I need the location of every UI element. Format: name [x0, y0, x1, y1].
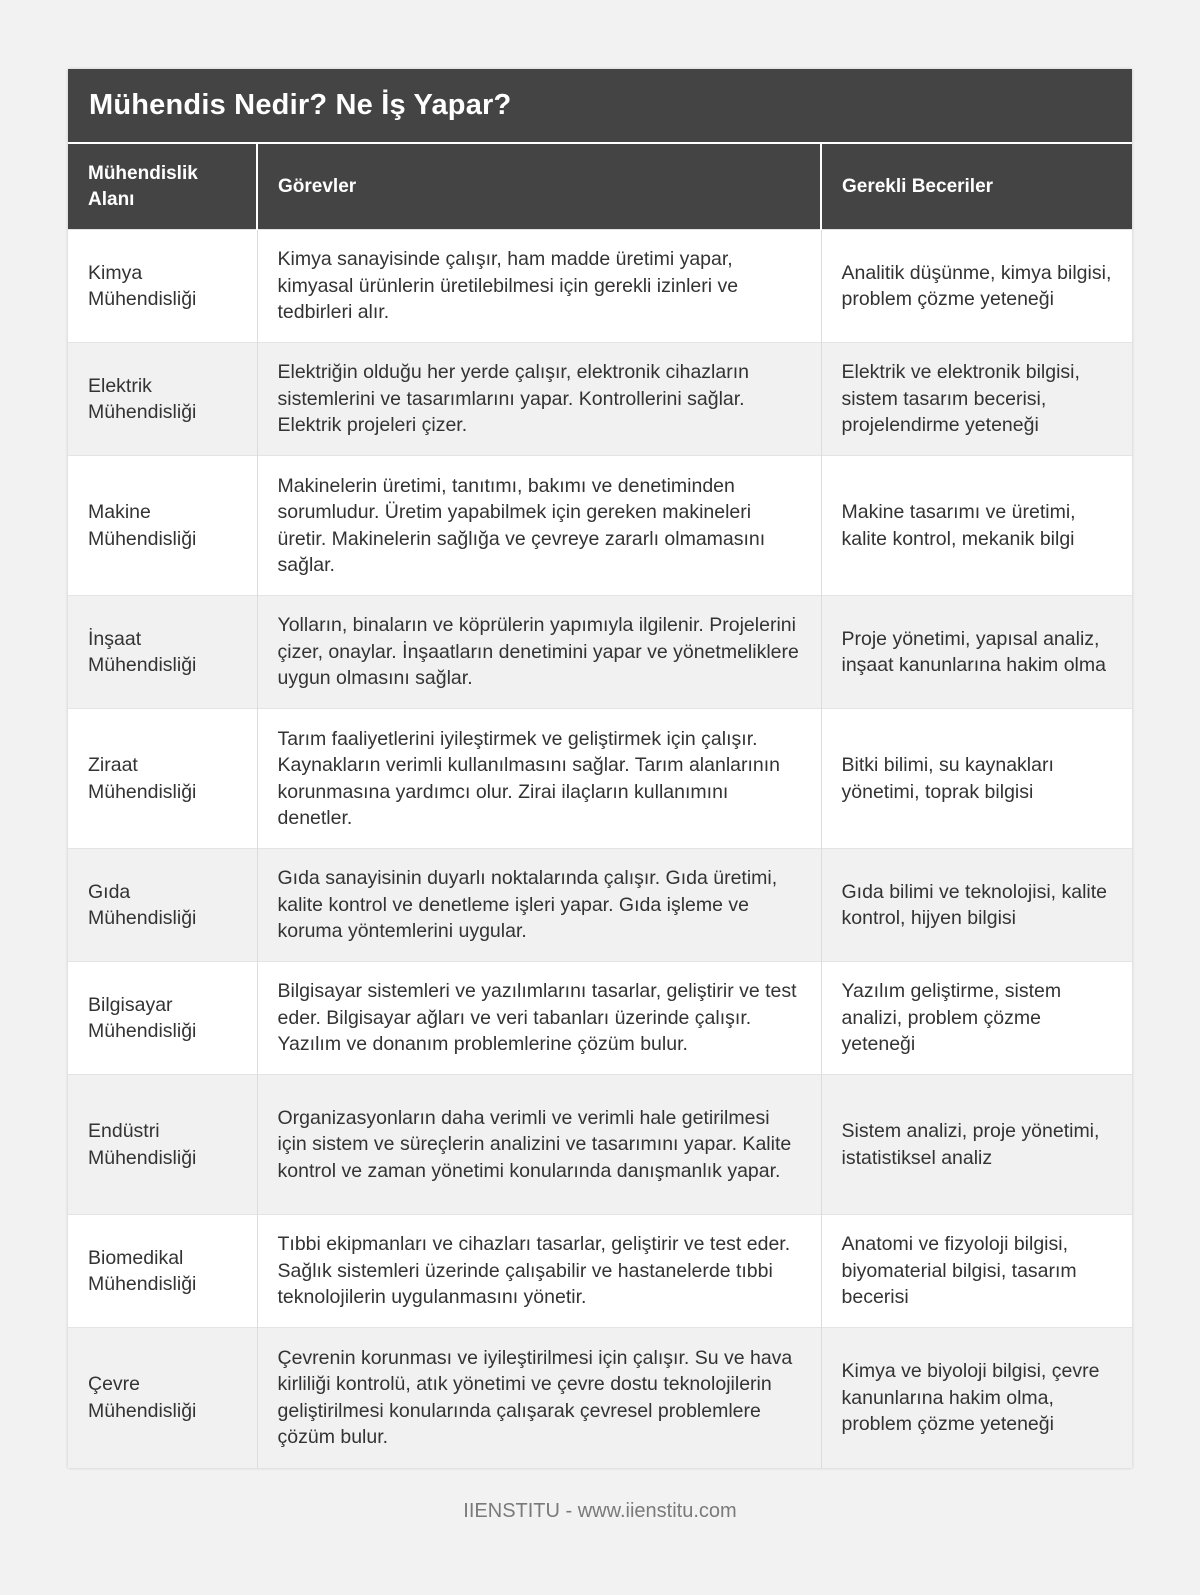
- duties-cell: Çevrenin korunması ve iyileştirilmesi için çalışır. Su ve hava kirliliği kontrolü, atık yönetimi ve çevre dostu teknolojilerin geliştirilmesi konularında çalışarak çevresel problemlere çözüm bulur.: [257, 1328, 821, 1468]
- duties-cell: Gıda sanayisinin duyarlı noktalarında çalışır. Gıda üretimi, kalite kontrol ve denetleme işleri yapar. Gıda işleme ve koruma yöntemlerini uygular.: [257, 849, 821, 962]
- duties-cell: Elektriğin olduğu her yerde çalışır, elektronik cihazların sistemlerini ve tasarımlarını yapar. Kontrollerini sağlar. Elektrik projeleri çizer.: [257, 343, 821, 456]
- skills-cell: Elektrik ve elektronik bilgisi, sistem tasarım becerisi, projelendirme yeteneği: [821, 343, 1132, 456]
- engineering-table: [68, 144, 1132, 1468]
- table-row: [68, 456, 1132, 596]
- table-row: [68, 709, 1132, 849]
- field-cell: Ziraat Mühendisliği: [68, 709, 257, 849]
- skills-cell: Anatomi ve fizyoloji bilgisi, biyomaterial bilgisi, tasarım becerisi: [821, 1215, 1132, 1328]
- table-row: [68, 596, 1132, 709]
- duties-cell: Bilgisayar sistemleri ve yazılımlarını tasarlar, geliştirir ve test eder. Bilgisayar ağları ve veri tabanları üzerinde çalışır. Yazılım ve donanım problemlerine çözüm bulur.: [257, 962, 821, 1075]
- table-card: [68, 69, 1132, 1468]
- duties-cell: Makinelerin üretimi, tanıtımı, bakımı ve denetiminden sorumludur. Üretim yapabilmek için gereken makineleri üretir. Makinelerin sağlığa ve çevreye zararlı olmamasını sağlar.: [257, 456, 821, 596]
- duties-cell: Tarım faaliyetlerini iyileştirmek ve geliştirmek için çalışır. Kaynakların verimli kullanılmasını sağlar. Tarım alanlarının korunmasına yardımcı olur. Zirai ilaçların kullanımını denetler.: [257, 709, 821, 849]
- field-cell: Kimya Mühendisliği: [68, 230, 257, 343]
- skills-cell: Proje yönetimi, yapısal analiz, inşaat kanunlarına hakim olma: [821, 596, 1132, 709]
- duties-cell: Kimya sanayisinde çalışır, ham madde üretimi yapar, kimyasal ürünlerin üretilebilmesi için gerekli izinleri ve tedbirleri alır.: [257, 230, 821, 343]
- field-cell: Çevre Mühendisliği: [68, 1328, 257, 1468]
- table-row: [68, 849, 1132, 962]
- field-cell: Gıda Mühendisliği: [68, 849, 257, 962]
- field-cell: Bilgisayar Mühendisliği: [68, 962, 257, 1075]
- field-cell: İnşaat Mühendisliği: [68, 596, 257, 709]
- field-cell: Makine Mühendisliği: [68, 456, 257, 596]
- table-row: [68, 1215, 1132, 1328]
- column-header-duties: Görevler: [257, 144, 821, 230]
- table-row: [68, 343, 1132, 456]
- table-row: [68, 230, 1132, 343]
- field-cell: Elektrik Mühendisliği: [68, 343, 257, 456]
- skills-cell: Gıda bilimi ve teknolojisi, kalite kontrol, hijyen bilgisi: [821, 849, 1132, 962]
- duties-cell: Yolların, binaların ve köprülerin yapımıyla ilgilenir. Projelerini çizer, onaylar. İnşaatların denetimini yapar ve yönetmeliklere uygun olmasını sağlar.: [257, 596, 821, 709]
- column-header-skills: Gerekli Beceriler: [821, 144, 1132, 230]
- table-row: [68, 962, 1132, 1075]
- footer-credit: IIENSTITU - www.iienstitu.com: [463, 1500, 737, 1522]
- field-cell: Biomedikal Mühendisliği: [68, 1215, 257, 1328]
- column-header-field: Mühendislik Alanı: [68, 144, 257, 230]
- table-row: [68, 1075, 1132, 1215]
- skills-cell: Kimya ve biyoloji bilgisi, çevre kanunlarına hakim olma, problem çözme yeteneği: [821, 1328, 1132, 1468]
- table-row: [68, 1328, 1132, 1468]
- skills-cell: Sistem analizi, proje yönetimi, istatistiksel analiz: [821, 1075, 1132, 1215]
- title-bar: [68, 69, 1132, 144]
- duties-cell: Organizasyonların daha verimli ve verimli hale getirilmesi için sistem ve süreçlerin analizini ve tasarımını yapar. Kalite kontrol ve zaman yönetimi konularında danışmanlık yapar.: [257, 1075, 821, 1215]
- page-title: Mühendis Nedir? Ne İş Yapar?: [89, 89, 512, 121]
- field-cell: Endüstri Mühendisliği: [68, 1075, 257, 1215]
- skills-cell: Analitik düşünme, kimya bilgisi, problem çözme yeteneği: [821, 230, 1132, 343]
- duties-cell: Tıbbi ekipmanları ve cihazları tasarlar, geliştirir ve test eder. Sağlık sistemleri üzerinde çalışabilir ve hastanelerde tıbbi teknolojilerin uygulanmasını yönetir.: [257, 1215, 821, 1328]
- skills-cell: Yazılım geliştirme, sistem analizi, problem çözme yeteneği: [821, 962, 1132, 1075]
- skills-cell: Bitki bilimi, su kaynakları yönetimi, toprak bilgisi: [821, 709, 1132, 849]
- skills-cell: Makine tasarımı ve üretimi, kalite kontrol, mekanik bilgi: [821, 456, 1132, 596]
- table-header-row: [68, 144, 1132, 230]
